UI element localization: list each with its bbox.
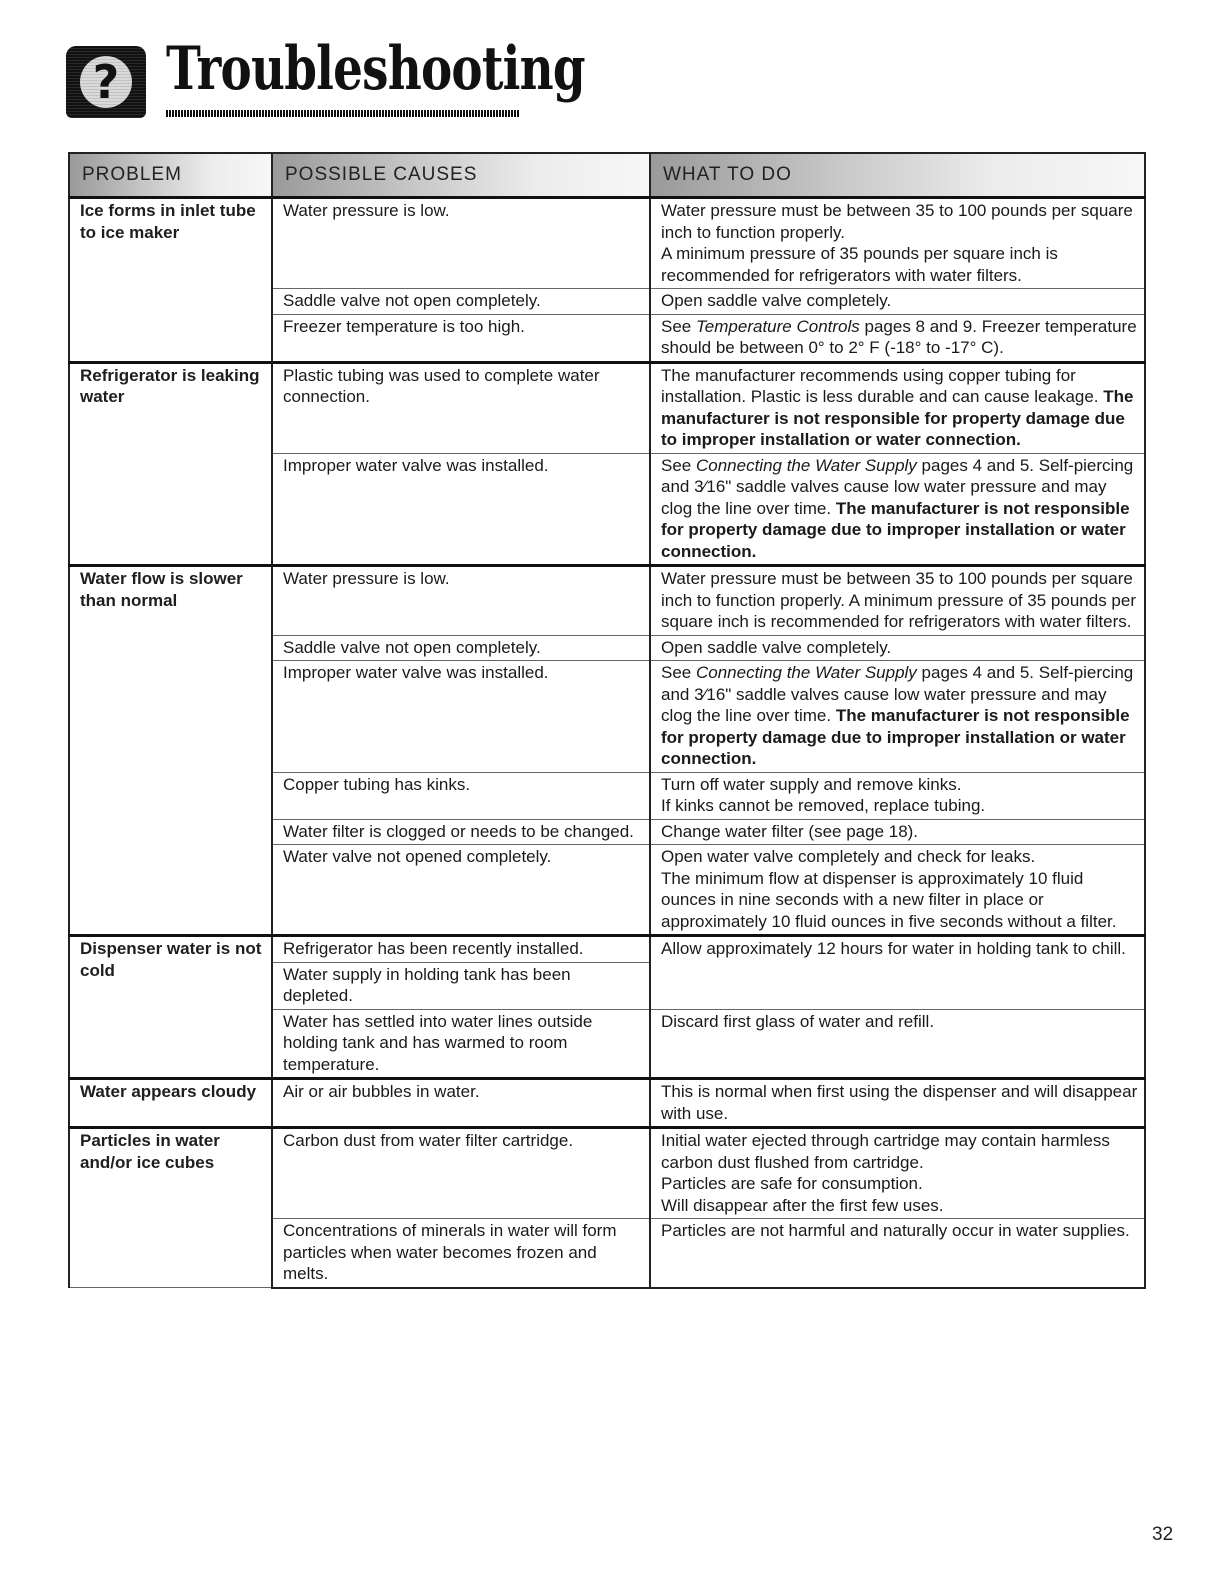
cause-cell: Water pressure is low. [272, 566, 650, 636]
cause-cell: Saddle valve not open completely. [272, 289, 650, 315]
problem-cell: Refrigerator is leaking water [69, 362, 272, 566]
page-title: Troubleshooting [166, 34, 585, 104]
manual-reference: Connecting the Water Supply [695, 455, 917, 475]
solution-text: pages 4 and 5. Self-piercing and 3⁄16" saddle valves cause low water pressure and may clog the line over time. [661, 455, 1134, 518]
table-row [69, 198, 1145, 289]
solution-cell [650, 845, 1145, 936]
question-mark-icon [66, 46, 146, 118]
problem-cell: Water appears cloudy [69, 1079, 272, 1128]
problem-cell: Dispenser water is not cold [69, 936, 272, 1079]
solution-cell: Change water filter (see page 18). [650, 819, 1145, 845]
cause-cell: Air or air bubbles in water. [272, 1079, 650, 1128]
solution-text: See [661, 455, 696, 475]
liability-notice: The manufacturer is not responsible for property damage due to improper installation or water connection. [661, 706, 1130, 768]
solution-line: If kinks cannot be removed, replace tubing. [661, 796, 986, 815]
solution-cell [650, 1128, 1145, 1219]
cause-cell: Water filter is clogged or needs to be changed. [272, 819, 650, 845]
column-header-what-to-do: WHAT TO DO [650, 153, 1145, 198]
cause-cell: Improper water valve was installed. [272, 453, 650, 566]
solution-line: Water pressure must be between 35 to 100 pounds per square inch to function properly. [661, 201, 1133, 242]
solution-text: pages 8 and 9. Freezer temperature should be between 0° to 2° F (-18° to -17° C). [661, 316, 1137, 357]
page-number: 32 [1152, 1524, 1174, 1545]
solution-text: The manufacturer recommends using copper tubing for installation. Plastic is less durable and can cause leakage. [661, 365, 1104, 406]
column-header-causes: POSSIBLE CAUSES [272, 153, 650, 198]
table-header-row [69, 153, 1145, 198]
solution-cell [650, 661, 1145, 773]
solution-cell: This is normal when first using the dispenser and will disappear with use. [650, 1079, 1145, 1128]
table-row [69, 1079, 1145, 1128]
cause-cell: Saddle valve not open completely. [272, 635, 650, 661]
table-row [69, 1128, 1145, 1219]
solution-line: Particles are safe for consumption. [661, 1174, 923, 1193]
cause-cell: Improper water valve was installed. [272, 661, 650, 773]
solution-line: Open water valve completely and check for leaks. [661, 847, 1036, 866]
table-row [69, 566, 1145, 636]
solution-line: Initial water ejected through cartridge may contain harmless carbon dust flushed from cartridge. [661, 1131, 1110, 1172]
cause-cell: Water valve not opened completely. [272, 845, 650, 936]
manual-reference: Connecting the Water Supply [695, 663, 917, 682]
solution-cell [650, 362, 1145, 453]
solution-cell: Discard first glass of water and refill. [650, 1009, 1145, 1079]
solution-cell [650, 772, 1145, 819]
cause-cell: Water has settled into water lines outside holding tank and has warmed to room temperature. [272, 1009, 650, 1079]
cause-cell: Refrigerator has been recently installed. [272, 936, 650, 963]
table-row [69, 936, 1145, 963]
column-header-problem: PROBLEM [69, 153, 272, 198]
solution-line: Will disappear after the first few uses. [661, 1195, 944, 1215]
title-underline [166, 110, 520, 117]
solution-line: The minimum flow at dispenser is approximately 10 fluid ounces in nine seconds with a new filter in place or approximately 10 fluid ounces in five seconds without a filter. [661, 868, 1117, 931]
question-mark-glyph: ? [80, 56, 132, 108]
table-row [69, 362, 1145, 453]
solution-cell: Allow approximately 12 hours for water in holding tank to chill. [650, 936, 1145, 1010]
cause-cell: Freezer temperature is too high. [272, 314, 650, 362]
cause-cell: Water pressure is low. [272, 198, 650, 289]
cause-cell: Carbon dust from water filter cartridge. [272, 1128, 650, 1219]
solution-cell: Open saddle valve completely. [650, 289, 1145, 315]
manual-reference: Temperature Controls [695, 316, 860, 336]
problem-cell: Ice forms in inlet tube to ice maker [69, 198, 272, 363]
cause-cell: Plastic tubing was used to complete water connection. [272, 362, 650, 453]
solution-text: pages 4 and 5. Self-piercing and 3⁄16" saddle valves cause low water pressure and may clog the line over time. [661, 663, 1134, 725]
solution-line: A minimum pressure of 35 pounds per square inch is recommended for refrigerators with water filters. [661, 244, 1058, 285]
cause-cell: Concentrations of minerals in water will form particles when water becomes frozen and melts. [272, 1219, 650, 1288]
solution-cell: Water pressure must be between 35 to 100 pounds per square inch to function properly. A minimum pressure of 35 pounds per square inch is recommended for refrigerators with water filters. [650, 566, 1145, 636]
solution-cell [650, 314, 1145, 362]
cause-cell: Water supply in holding tank has been depleted. [272, 962, 650, 1009]
solution-cell [650, 198, 1145, 289]
solution-text: See [661, 316, 696, 336]
troubleshooting-table [68, 152, 1146, 1289]
problem-cell: Water flow is slower than normal [69, 566, 272, 936]
cause-cell: Copper tubing has kinks. [272, 772, 650, 819]
solution-line: Turn off water supply and remove kinks. [661, 774, 962, 794]
liability-notice: The manufacturer is not responsible for property damage due to improper installation or water connection. [661, 498, 1130, 561]
solution-cell: Open saddle valve completely. [650, 635, 1145, 661]
liability-notice: The manufacturer is not responsible for property damage due to improper installation or water connection. [661, 387, 1134, 449]
solution-cell [650, 453, 1145, 566]
solution-text: See [661, 663, 696, 682]
problem-cell: Particles in water and/or ice cubes [69, 1128, 272, 1288]
solution-cell: Particles are not harmful and naturally occur in water supplies. [650, 1219, 1145, 1288]
